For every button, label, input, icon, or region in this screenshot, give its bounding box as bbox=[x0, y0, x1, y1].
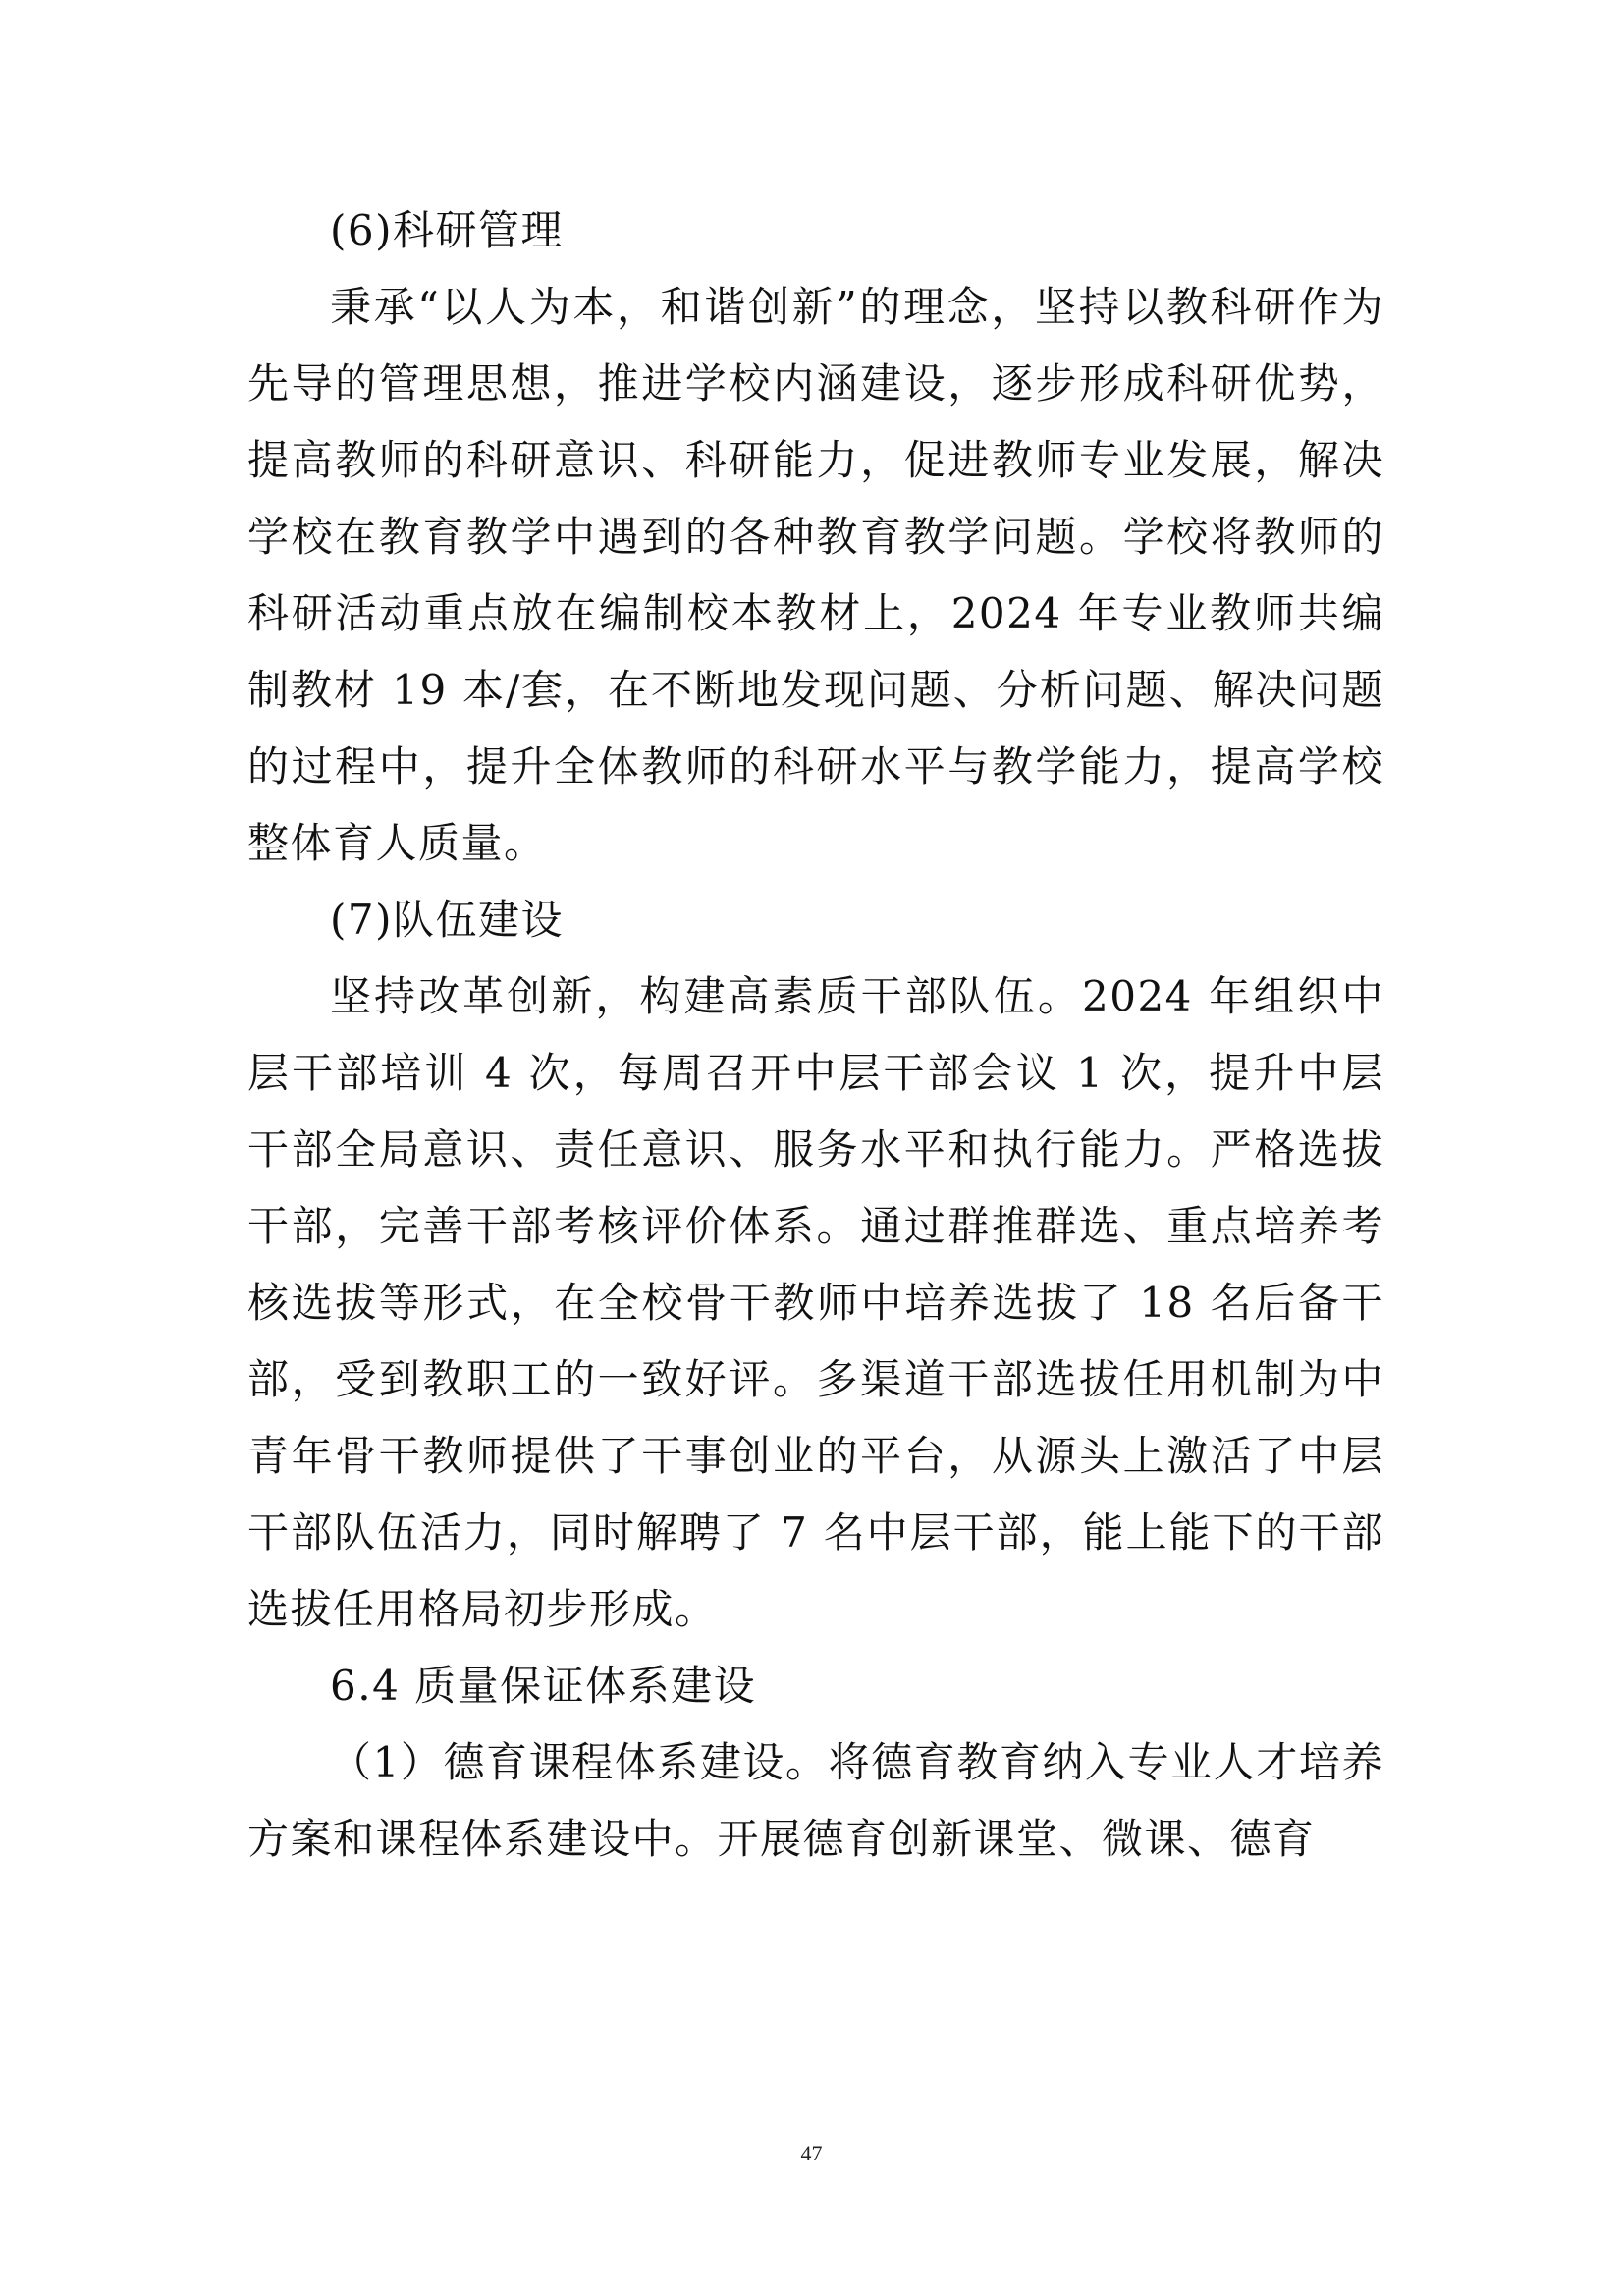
page-number: 47 bbox=[800, 2141, 823, 2165]
paragraph-team-building: 坚持改革创新，构建高素质干部队伍。2024 年组织中层干部培训 4 次，每周召开中层干部会议 1 次，提升中层干部全局意识、责任意识、服务水平和执行能力。严格选拔干部，完善干部考核评价体系。通过群推群选、重点培养考核选拔等形式，在全校骨干教师中培养选拔了 18 名后备干部，受到教职工的一致好评。多渠道干部选拔任用机制为中青年骨干教师提供了干事创业的平台，从源头上激活了中层干部队伍活力，同时解聘了 7 名中层干部，能上能下的干部选拔任用格局初步形成。 bbox=[247, 972, 1384, 1633]
paragraph-research-management: 秉承“以人为本，和谐创新”的理念，坚持以教科研作为先导的管理思想，推进学校内涵建设，逐步形成科研优势，提高教师的科研意识、科研能力，促进教师专业发展，解决学校在教育教学中遇到的各种教育教学问题。学校将教师的科研活动重点放在编制校本教材上，2024 年专业教师共编制教材 19 本/套，在不断地发现问题、分析问题、解决问题的过程中，提升全体教师的科研水平与教学能力，提高学校整体育人质量。 bbox=[247, 283, 1384, 867]
section-heading-research-management: (6)科研管理 bbox=[330, 206, 564, 254]
section-heading-quality-assurance: 6.4 质量保证体系建设 bbox=[330, 1662, 757, 1710]
paragraph-moral-education: （1）德育课程体系建设。将德育教育纳入专业人才培养方案和课程体系建设中。开展德育创新课堂、微课、德育 bbox=[247, 1738, 1384, 1863]
page-body bbox=[247, 192, 1384, 1878]
section-heading-team-building: (7)队伍建设 bbox=[330, 896, 564, 944]
